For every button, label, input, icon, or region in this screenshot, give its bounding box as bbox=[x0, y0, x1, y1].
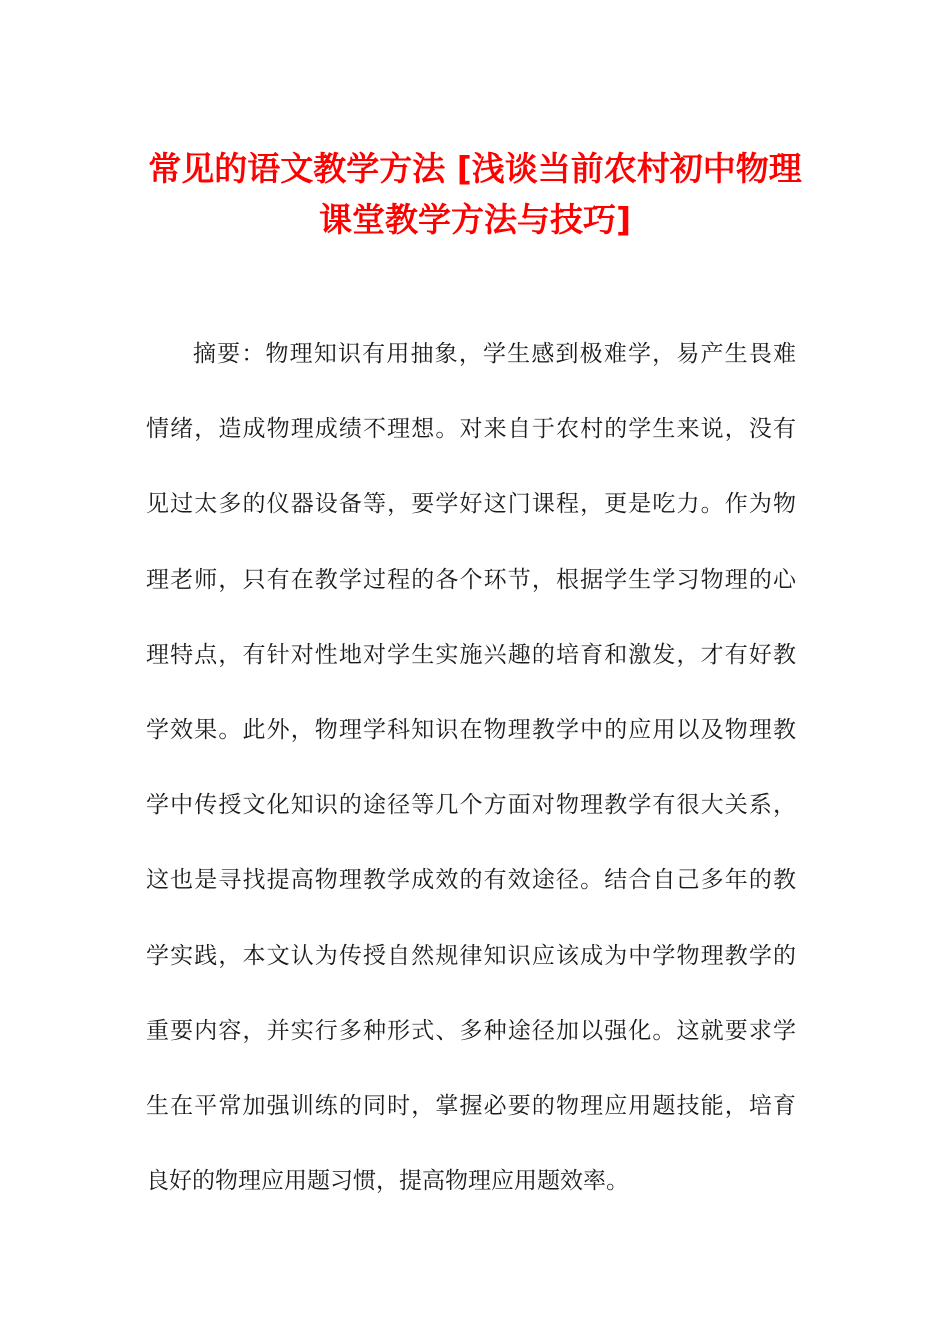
abstract-line: 学中传授文化知识的途径等几个方面对物理教学有很大关系， bbox=[146, 792, 796, 819]
title-line: 常见的语文教学方法 [浅谈当前农村初中物理 bbox=[148, 149, 802, 188]
title-line: 课堂教学方法与技巧] bbox=[318, 200, 632, 239]
abstract-line: 良好的物理应用题习惯，提高物理应用题效率。 bbox=[146, 1168, 629, 1195]
abstract-line: 重要内容，并实行多种形式、多种途径加以强化。这就要求学 bbox=[146, 1017, 796, 1044]
document-title bbox=[110, 143, 840, 245]
abstract-line: 理老师，只有在教学过程的各个环节，根据学生学习物理的心 bbox=[146, 566, 796, 593]
abstract-line: 理特点，有针对性地对学生实施兴趣的培育和激发，才有好教 bbox=[146, 641, 796, 668]
abstract-line: 学实践，本文认为传授自然规律知识应该成为中学物理教学的 bbox=[146, 942, 796, 969]
abstract-line: 学效果。此外，物理学科知识在物理教学中的应用以及物理教 bbox=[146, 716, 796, 743]
abstract-line: 生在平常加强训练的同时，掌握必要的物理应用题技能，培育 bbox=[146, 1092, 796, 1119]
abstract-line: 情绪，造成物理成绩不理想。对来自于农村的学生来说，没有 bbox=[146, 416, 796, 443]
abstract-line: 这也是寻找提高物理教学成效的有效途径。结合自己多年的教 bbox=[146, 867, 796, 894]
abstract-line: 见过太多的仪器设备等，要学好这门课程，更是吃力。作为物 bbox=[146, 491, 796, 518]
abstract-line: 摘要：物理知识有用抽象，学生感到极难学，易产生畏难 bbox=[193, 341, 796, 367]
abstract-paragraph bbox=[146, 329, 796, 1231]
